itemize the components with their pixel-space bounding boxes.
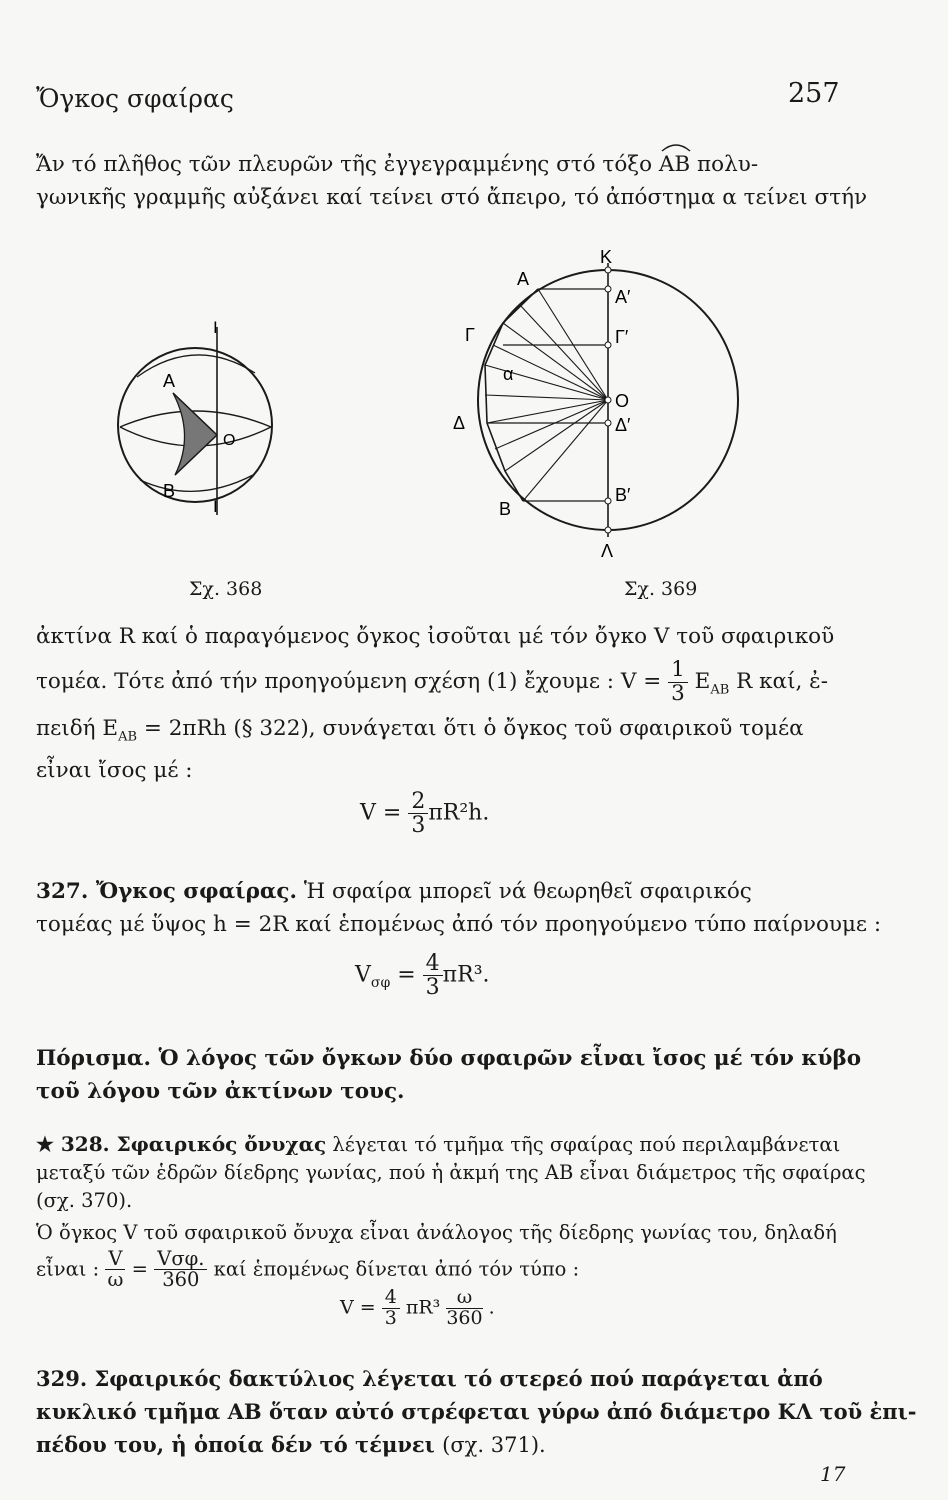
section-327: 327. Ὄγκος σφαίρας. Ἡ σφαίρα μπορεῖ νά θεωρηθεῖ σφαιρικός τομέας μέ ὕψος h = 2R καί ἑπομένως ἀπό τόν προηγούμενο τύπο παίρνουμε : [36, 879, 882, 937]
corollary: Πόρισμα. Ὁ λόγος τῶν ὄγκων δύο σφαιρῶν εἶναι ἴσος μέ τόν κύβο τοῦ λόγου τῶν ἀκτίνων τους. [36, 1046, 862, 1104]
fig368-label-b: B [163, 481, 176, 501]
fig369-label-a: A [517, 269, 530, 289]
section-329: 329. Σφαιρικός δακτύλιος λέγεται τό στερεό πού παράγεται ἀπό κυκλικό τμῆμα AB ὅταν αὐτό στρέφεται γύρω ἀπό διάμετρο ΚΛ τοῦ ἐπι- πέδου του, ἡ ὁποία δέν τό τέμνει (σχ. 371). [36, 1366, 917, 1457]
fig369-label-o: O [615, 391, 630, 411]
section-327-heading: 327. Ὄγκος σφαίρας. [36, 879, 297, 904]
fig369-label-alpha: α [503, 364, 514, 384]
fig369-label-d: Δ [453, 413, 466, 433]
arc-mark-icon [661, 142, 691, 152]
fraction-one-third: $\frac{1}{3}$ [668, 659, 688, 705]
formula-sector-volume: V = $\frac{2}{3}$ πR²h. [360, 789, 490, 839]
figure-368-caption: Σχ. 368 [189, 578, 263, 600]
fig369-label-k: K [600, 247, 613, 267]
page-number: 257 [788, 78, 840, 109]
signature-mark: 17 [820, 1462, 846, 1486]
formula-wedge-volume: V = $\frac{4}{3}$ πR³ $\frac{\omega}{360}$ . [340, 1286, 495, 1329]
formula-sphere-volume: $V_{\sigma\varphi}$ = $\frac{4}{3}$ πR³. [355, 951, 490, 1001]
figure-368-sphere [115, 315, 275, 515]
figure-369-caption: Σχ. 369 [624, 578, 698, 600]
paragraph-radius: ἀκτίνα R καί ὁ παραγόμενος ὄγκος ἰσοῦται μέ τόν ὄγκο V τοῦ σφαιρικοῦ τομέα. Τότε ἀπό τήν προηγούμενη σχέση (1) ἔχουμε : V = $\frac{1}{3}$ $E_{AB}$ R καί, ἐ- πειδή $E_{AB} = 2\pi Rh$ (§ 322), συνάγεται ὅτι ὁ ὄγκος τοῦ σφαιρικοῦ τομέα εἶναι ἴσος μέ : [36, 624, 835, 783]
paragraph-intro: Ἄν τό πλῆθος τῶν πλευρῶν τῆς ἐγγεγραμμένης στό τόξο AB πολυ- γωνικῆς γραμμῆς αὐξάνει καί τείνει στό ἄπειρο, τό ἀπόστημα α τείνει στήν [36, 148, 867, 214]
section-328: ★ 328. Σφαιρικός ὄνυχας λέγεται τό τμῆμα τῆς σφαίρας πού περιλαμβάνεται μεταξύ τῶν ἑδρῶν δίεδρης γωνίας, πού ἡ ἀκμή της AB εἶναι διάμετρος τῆς σφαίρας (σχ. 370). Ὁ ὄγκος V τοῦ σφαιρικοῦ ὄνυχα εἶναι ἀνάλογος τῆς δίεδρης γωνίας του, δηλαδή εἶναι : $\frac{V}{\omega}$ = $\frac{\text{Vσφ.}}{360}$ καί ἑπομένως δίνεται ἀπό τόν τύπο : [36, 1132, 866, 1292]
fig369-label-a1: A′ [615, 287, 631, 307]
fig369-label-b: B [499, 499, 512, 519]
figure-369-construction [445, 245, 755, 575]
running-header: Ὄγκος σφαίρας [36, 84, 234, 113]
fig369-label-g1: Γ′ [615, 327, 629, 347]
fig369-label-d1: Δ′ [615, 415, 631, 435]
fig369-label-g: Γ [465, 325, 475, 345]
fig368-label-a: A [163, 371, 176, 391]
fig368-label-top: I [213, 318, 218, 337]
fig368-label-o: O [223, 432, 236, 449]
fig368-label-bottom: I [213, 497, 218, 515]
fig369-label-b1: B′ [615, 485, 631, 505]
fig369-label-l: Λ [601, 541, 614, 561]
section-328-heading: ★ 328. Σφαιρικός ὄνυχας [36, 1132, 327, 1156]
